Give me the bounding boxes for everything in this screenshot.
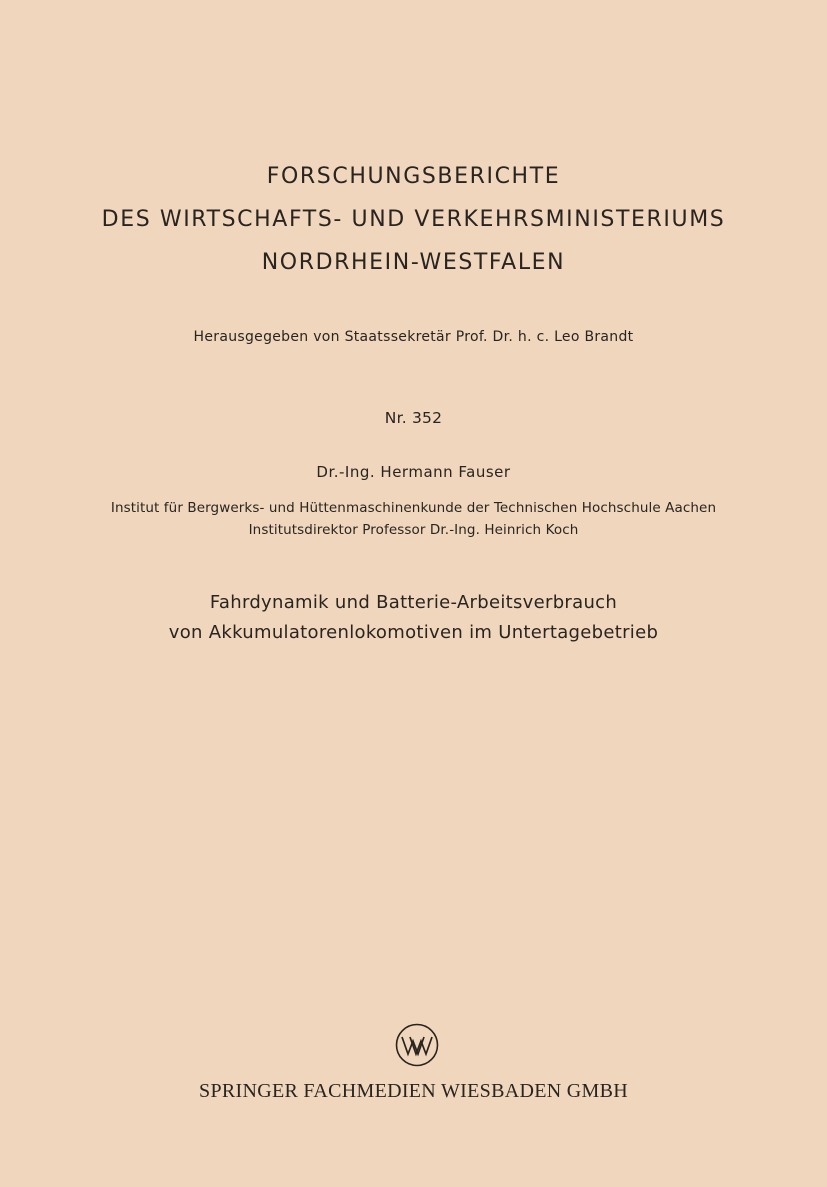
- series-title-line-1: FORSCHUNGSBERICHTE: [266, 164, 561, 189]
- institute-line-2: Institutsdirektor Professor Dr.-Ing. Heinrich Koch: [248, 522, 579, 538]
- series-title-line-2: DES WIRTSCHAFTS- UND VERKEHRSMINISTERIUMS: [101, 207, 726, 232]
- editor-line: Herausgegeben von Staatssekretär Prof. Dr. h. c. Leo Brandt: [193, 329, 634, 345]
- author-name: Dr.-Ing. Hermann Fauser: [316, 463, 511, 481]
- report-number: Nr. 352: [384, 409, 443, 427]
- series-title-line-3: NORDRHEIN-WESTFALEN: [261, 250, 566, 275]
- publisher-ww-logo-icon: [395, 1023, 439, 1067]
- publisher-name: SPRINGER FACHMEDIEN WIESBADEN GMBH: [199, 1080, 628, 1102]
- book-title-line-1: Fahrdynamik und Batterie-Arbeitsverbrauch: [209, 592, 618, 613]
- book-title-line-2: von Akkumulatorenlokomotiven im Untertagebetrieb: [168, 622, 659, 643]
- institute-line-1: Institut für Bergwerks- und Hüttenmaschinenkunde der Technischen Hochschule Aachen: [110, 500, 717, 516]
